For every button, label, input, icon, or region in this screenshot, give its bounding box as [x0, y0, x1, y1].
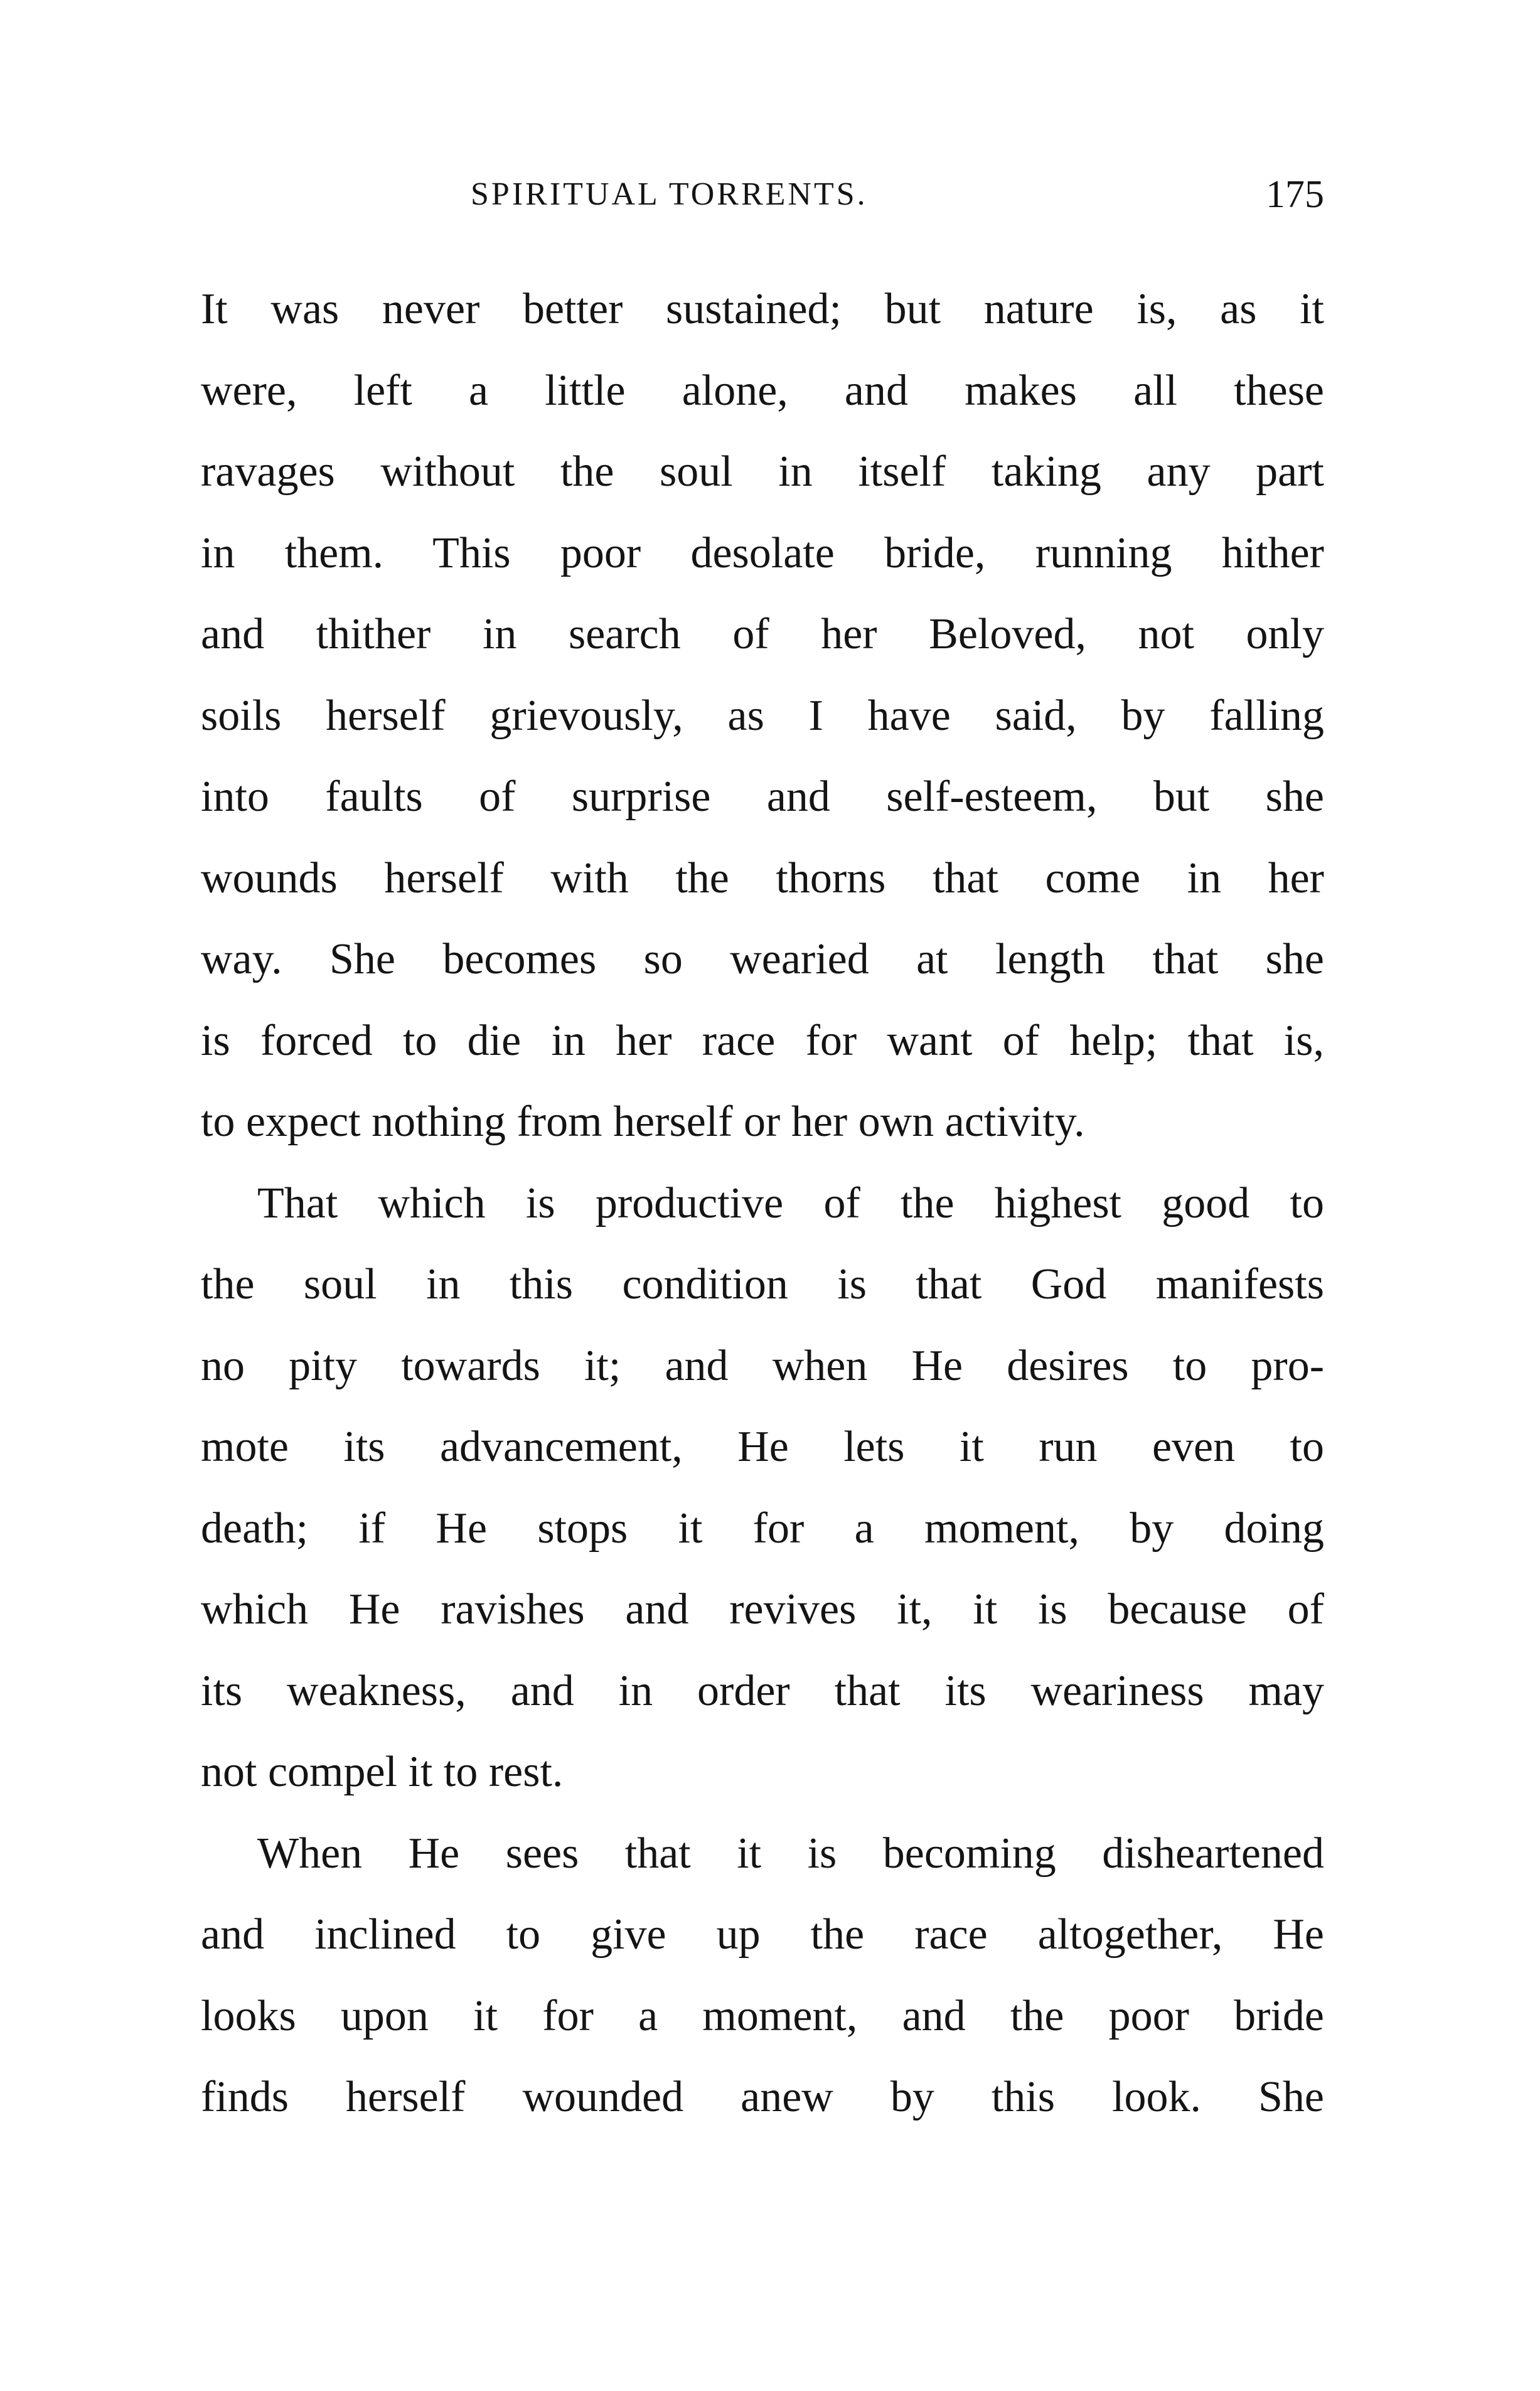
text-line: to expect nothing from herself or her own activity.: [201, 1098, 1085, 1146]
text-line: its weakness, and in order that its weariness may: [201, 1666, 1324, 1715]
page-number: 175: [1266, 173, 1324, 216]
text-line: It was never better sustained; but nature is, as it: [201, 285, 1324, 333]
text-line: When He sees that it is becoming disheartened: [257, 1829, 1324, 1878]
text-line: into faults of surprise and self-esteem, but she: [201, 773, 1324, 821]
body-text: [201, 269, 1324, 2138]
text-line: were, left a little alone, and makes all these: [201, 366, 1324, 415]
text-line: ravages without the soul in itself taking any part: [201, 447, 1324, 496]
text-line: and inclined to give up the race altogether, He: [201, 1910, 1324, 1959]
text-line: death; if He stops it for a moment, by doing: [201, 1504, 1324, 1553]
text-line: and thither in search of her Beloved, not only: [201, 610, 1324, 658]
text-line: which He ravishes and revives it, it is because of: [201, 1585, 1324, 1634]
text-line: That which is productive of the highest good to: [257, 1179, 1324, 1228]
text-line: not compel it to rest.: [201, 1748, 564, 1796]
text-line: finds herself wounded anew by this look. She: [201, 2073, 1324, 2121]
text-line: in them. This poor desolate bride, running hither: [201, 528, 1324, 577]
text-line: no pity towards it; and when He desires to pro-: [201, 1341, 1324, 1390]
text-line: soils herself grievously, as I have said, by falling: [201, 691, 1324, 740]
text-line: looks upon it for a moment, and the poor bride: [201, 1991, 1324, 2040]
text-line: mote its advancement, He lets it run even to: [201, 1423, 1324, 1471]
text-line: way. She becomes so wearied at length that she: [201, 935, 1324, 983]
text-line: is forced to die in her race for want of help; that is,: [201, 1016, 1324, 1065]
text-line: wounds herself with the thorns that come in her: [201, 853, 1324, 902]
running-title: SPIRITUAL TORRENTS.: [471, 176, 868, 212]
running-header: [201, 169, 1324, 220]
text-line: the soul in this condition is that God manifests: [201, 1260, 1324, 1308]
